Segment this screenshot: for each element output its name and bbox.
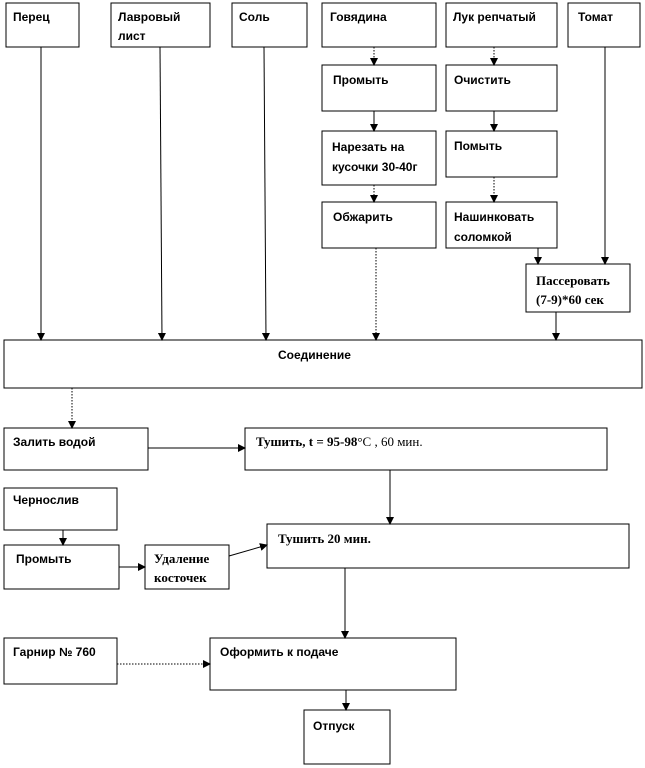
node-plate-label: Оформить к подаче bbox=[220, 645, 339, 659]
node-fry bbox=[322, 202, 436, 248]
node-plate bbox=[210, 638, 456, 690]
node-pit-removal-label-line2: косточек bbox=[154, 570, 207, 585]
node-bay-leaf bbox=[111, 3, 210, 47]
node-combine-label: Соединение bbox=[278, 348, 351, 362]
node-peel-onion bbox=[446, 65, 557, 111]
node-wash-prunes bbox=[4, 545, 119, 589]
arrow-salt-combine bbox=[264, 47, 266, 340]
node-fry-label: Обжарить bbox=[333, 210, 393, 224]
node-shred-onion bbox=[446, 202, 557, 248]
node-onion bbox=[446, 3, 557, 47]
node-serve-label: Отпуск bbox=[313, 719, 355, 733]
node-pit-removal bbox=[145, 545, 229, 589]
node-cut-beef bbox=[322, 131, 436, 185]
node-beef-label: Говядина bbox=[330, 10, 387, 24]
node-stew-20 bbox=[267, 524, 629, 568]
node-cut-beef-label-line1: Нарезать на bbox=[332, 140, 405, 154]
node-stew-20-label: Тушить 20 мин. bbox=[278, 531, 371, 546]
node-tomato bbox=[568, 3, 640, 47]
arrow-bay-leaf-combine bbox=[160, 47, 162, 340]
node-garnish bbox=[4, 638, 117, 684]
node-pit-removal-label-line1: Удаление bbox=[154, 551, 210, 566]
node-shred-onion-label-line1: Нашинковать bbox=[454, 210, 535, 224]
node-serve bbox=[304, 710, 390, 764]
node-garnish-label: Гарнир № 760 bbox=[13, 645, 96, 659]
node-stew-60-label-tail: °С , 60 мин. bbox=[357, 434, 423, 449]
node-add-water bbox=[4, 428, 148, 470]
node-saute bbox=[526, 264, 630, 312]
node-pepper bbox=[6, 3, 79, 47]
node-stew-60-label bbox=[256, 434, 423, 449]
node-bay-leaf-label-line1: Лавровый bbox=[118, 10, 181, 24]
node-shred-onion-label-line2: соломкой bbox=[454, 230, 512, 244]
node-bay-leaf-label-line2: лист bbox=[118, 29, 146, 43]
node-saute-label-line1: Пассеровать bbox=[536, 273, 610, 288]
node-prunes-label: Чернослив bbox=[13, 493, 79, 507]
node-wash-prunes-label: Промыть bbox=[16, 552, 72, 566]
node-wash-beef bbox=[322, 65, 436, 111]
node-pepper-label: Перец bbox=[13, 10, 50, 24]
node-saute-label-line2: (7-9)*60 сек bbox=[536, 292, 604, 307]
node-wash-onion bbox=[446, 131, 557, 177]
node-wash-beef-label: Промыть bbox=[333, 73, 389, 87]
node-prunes bbox=[4, 488, 117, 530]
node-stew-60-label-main: Тушить, t = 95-98 bbox=[256, 434, 358, 449]
node-add-water-label: Залить водой bbox=[13, 435, 96, 449]
node-beef bbox=[322, 3, 436, 47]
node-wash-onion-label: Помыть bbox=[454, 139, 503, 153]
node-salt-label: Соль bbox=[239, 10, 270, 24]
node-stew-60 bbox=[245, 428, 607, 470]
node-tomato-label: Томат bbox=[578, 10, 614, 24]
node-peel-onion-label: Очистить bbox=[454, 73, 511, 87]
node-combine bbox=[4, 340, 642, 388]
node-onion-label: Лук репчатый bbox=[453, 10, 536, 24]
node-cut-beef-label-line2: кусочки 30-40г bbox=[332, 160, 418, 174]
node-salt bbox=[232, 3, 307, 47]
arrow-pit-stew20 bbox=[229, 545, 267, 556]
